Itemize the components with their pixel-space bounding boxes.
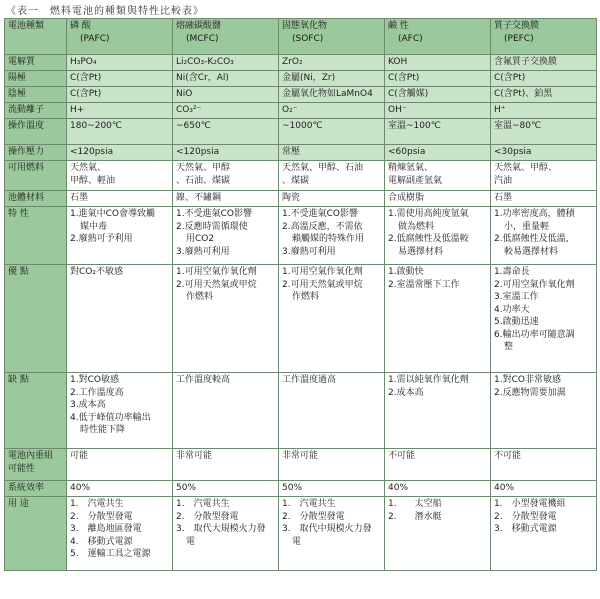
table-cell xyxy=(279,265,385,373)
table-cell xyxy=(491,373,597,449)
table-cell xyxy=(385,87,491,103)
cell-text: NiO xyxy=(176,89,193,99)
table-row xyxy=(5,207,597,265)
cell-text: 電 xyxy=(186,536,196,547)
column-abbr: (SOFC) xyxy=(292,33,324,44)
column-header xyxy=(491,19,597,55)
row-label xyxy=(5,87,67,103)
cell-text: 2.可用空氣作氧化劑 xyxy=(494,279,575,290)
cell-text: ZrO₂ xyxy=(282,57,303,67)
cell-text: 1.壽命長 xyxy=(494,267,530,277)
cell-text: 2.低腐蝕性及低溫較 xyxy=(388,234,469,244)
row-label-line: 缺 點 xyxy=(8,375,29,385)
cell-text: KOH xyxy=(388,57,408,67)
cell-text: 3. 取代大規模火力發 xyxy=(176,524,266,534)
column-abbr: (AFC) xyxy=(398,33,423,44)
cell-text: 精煉氫氣、 xyxy=(388,163,434,173)
cell-text: 鎳、不鏽鋼 xyxy=(176,193,222,203)
table-cell xyxy=(67,207,173,265)
cell-text: C(含Pt) xyxy=(494,73,526,83)
table-caption: 《表一 燃料電池的種類與特性比較表》 xyxy=(6,6,204,17)
table-cell xyxy=(279,373,385,449)
table-cell xyxy=(279,145,385,161)
cell-text: 3.成本高 xyxy=(70,400,106,410)
table-cell xyxy=(279,481,385,497)
cell-text: 不可能 xyxy=(388,451,416,461)
cell-text: 整 xyxy=(504,342,514,352)
table-cell xyxy=(67,161,173,191)
cell-text: C(含Pt) xyxy=(388,73,420,83)
table-cell xyxy=(173,481,279,497)
table-cell xyxy=(173,161,279,191)
cell-text: C(含觸媒) xyxy=(388,89,429,99)
cell-text: 作燃料 xyxy=(292,292,320,302)
cell-text: 2.可用天然氣或甲烷 xyxy=(176,279,257,290)
cell-text: 1.對CO敏感 xyxy=(70,375,119,385)
cell-text: 、石油、煤碳 xyxy=(176,175,231,186)
cell-text: 4.低于峰值功率輸出 xyxy=(70,412,151,423)
cell-text: 1.不受進氣CO影響 xyxy=(282,209,358,219)
cell-text: 1.可用空氣作氧化劑 xyxy=(176,267,257,277)
cell-text: 小，重量輕 xyxy=(504,221,550,232)
cell-text: 天然氣、甲醇、 xyxy=(494,163,558,173)
table-cell xyxy=(385,161,491,191)
table-cell xyxy=(67,87,173,103)
cell-text: 工作溫度過高 xyxy=(282,375,337,385)
cell-text: 2.低腐蝕性及低溫， xyxy=(494,234,575,244)
cell-text: 電 xyxy=(292,536,302,547)
column-name: 熔融碳酸鹽 xyxy=(176,21,222,31)
table-cell xyxy=(385,55,491,71)
cell-text: 3. 移動式電源 xyxy=(494,524,557,534)
table-cell xyxy=(173,103,279,119)
column-name: 磷 酸 xyxy=(70,21,91,31)
table-cell xyxy=(67,481,173,497)
table-cell xyxy=(173,449,279,481)
table-cell xyxy=(279,71,385,87)
cell-text: Ni(含Cr，Al) xyxy=(176,73,229,83)
table-cell xyxy=(491,497,597,571)
header-row xyxy=(5,19,597,55)
cell-text: 2.成本高 xyxy=(388,387,424,398)
table-cell xyxy=(385,119,491,145)
cell-text: 常壓 xyxy=(282,147,301,157)
cell-text: 4. 移動式電源 xyxy=(70,536,133,547)
fuel-cell-comparison-table xyxy=(4,18,597,571)
cell-text: <30psia xyxy=(494,147,532,157)
table-cell xyxy=(173,265,279,373)
table-row xyxy=(5,87,597,103)
table-cell xyxy=(385,71,491,87)
cell-text: 對CO₂不敏感 xyxy=(70,267,123,277)
column-name: 鹼 性 xyxy=(388,21,409,31)
cell-text: 室溫~100℃ xyxy=(388,121,441,131)
table-cell xyxy=(279,161,385,191)
table-row xyxy=(5,55,597,71)
row-label xyxy=(5,191,67,207)
table-cell xyxy=(491,161,597,191)
cell-text: 1. 汽電共生 xyxy=(70,499,124,509)
table-cell xyxy=(173,145,279,161)
table-cell xyxy=(173,119,279,145)
table-cell xyxy=(279,449,385,481)
cell-text: 1.不受進氣CO影響 xyxy=(176,209,252,219)
table-cell xyxy=(279,497,385,571)
cell-text: 天然氣、甲醇、石油 xyxy=(282,163,364,173)
cell-text: 2. 分散型發電 xyxy=(176,511,239,522)
row-label-line: 操作壓力 xyxy=(8,147,45,157)
cell-text: 1.功率密度高，體積 xyxy=(494,209,575,219)
row-label-line: 池體材料 xyxy=(8,193,45,203)
table-cell xyxy=(67,373,173,449)
table-cell xyxy=(491,71,597,87)
table-cell xyxy=(173,497,279,571)
row-label xyxy=(5,103,67,119)
cell-text: 2. 分散型發電 xyxy=(282,511,345,522)
table-cell xyxy=(491,481,597,497)
cell-text: ~650℃ xyxy=(176,121,211,131)
row-label xyxy=(5,145,67,161)
cell-text: 3. 取代中規模火力發 xyxy=(282,524,372,534)
row-label-line: 操作溫度 xyxy=(8,121,45,131)
cell-text: CO₃²⁻ xyxy=(176,105,202,115)
table-cell xyxy=(385,103,491,119)
table-cell xyxy=(67,497,173,571)
table-cell xyxy=(279,207,385,265)
table-cell xyxy=(385,497,491,571)
row-label-line: 電池內重組 xyxy=(8,451,54,461)
row-label xyxy=(5,161,67,191)
cell-text: 金屬氧化物如LaMnO4 xyxy=(282,89,373,99)
cell-text: 2.室溫常壓下工作 xyxy=(388,279,460,290)
cell-text: 1.可用空氣作氧化劑 xyxy=(282,267,363,277)
cell-text: 電解副產氫氣 xyxy=(388,175,443,186)
cell-text: 50% xyxy=(176,483,197,493)
cell-text: <60psia xyxy=(388,147,426,157)
cell-text: 40% xyxy=(494,483,515,493)
cell-text: OH⁻ xyxy=(388,105,407,115)
cell-text: 1.對CO非常敏感 xyxy=(494,375,561,385)
cell-text: 2.高溫反應，不需依 xyxy=(282,221,363,232)
cell-text: 2.工作溫度高 xyxy=(70,387,124,398)
table-cell xyxy=(173,55,279,71)
cell-text: 6.輸出功率可隨意調 xyxy=(494,329,575,340)
cell-text: 石墨 xyxy=(70,193,89,203)
column-header xyxy=(279,19,385,55)
table-row xyxy=(5,145,597,161)
table-cell xyxy=(491,265,597,373)
cell-text: 石墨 xyxy=(494,193,513,203)
cell-text: <120psia xyxy=(176,147,220,157)
table-cell xyxy=(279,191,385,207)
cell-text: 陶瓷 xyxy=(282,193,301,203)
table-cell xyxy=(67,119,173,145)
cell-text: 非常可能 xyxy=(282,451,319,461)
table-cell xyxy=(67,191,173,207)
table-row xyxy=(5,119,597,145)
row-label xyxy=(5,207,67,265)
cell-text: ~1000℃ xyxy=(282,121,323,131)
row-label-line: 可能性 xyxy=(8,463,36,474)
cell-text: 5.啟動迅速 xyxy=(494,317,539,327)
cell-text: C(含Pt)、鉑黑 xyxy=(494,89,553,99)
cell-text: 50% xyxy=(282,483,303,493)
table-cell xyxy=(491,207,597,265)
cell-text: H+ xyxy=(70,105,85,115)
cell-text: 2.反應物需要加濕 xyxy=(494,387,566,398)
cell-text: 1.進氣中CO會導致觸 xyxy=(70,209,155,219)
cell-text: 1. 太空船 xyxy=(388,499,442,509)
cell-text: 不可能 xyxy=(494,451,522,461)
table-cell xyxy=(67,71,173,87)
cell-text: 作燃料 xyxy=(186,292,214,302)
cell-text: 40% xyxy=(388,483,409,493)
table-cell xyxy=(385,449,491,481)
row-label-line: 用 途 xyxy=(8,499,29,509)
cell-text: 1. 汽電共生 xyxy=(282,499,336,509)
column-header xyxy=(67,19,173,55)
table-cell xyxy=(491,103,597,119)
row-label xyxy=(5,119,67,145)
cell-text: 易選擇材料 xyxy=(398,246,444,257)
cell-text: 3.廢熱可利用 xyxy=(282,246,336,257)
cell-text: 180~200℃ xyxy=(70,121,123,131)
cell-text: 用CO2 xyxy=(186,234,215,244)
row-label xyxy=(5,373,67,449)
column-header xyxy=(385,19,491,55)
cell-text: 3.廢熱可利用 xyxy=(176,246,230,257)
cell-text: 賴觸媒的特殊作用 xyxy=(292,234,365,244)
table-cell xyxy=(67,55,173,71)
cell-text: 非常可能 xyxy=(176,451,213,461)
row-label xyxy=(5,497,67,571)
cell-text: 甲醇、輕油 xyxy=(70,175,116,186)
row-label-line: 可用燃料 xyxy=(8,163,45,173)
row-label xyxy=(5,265,67,373)
row-label-line: 流動離子 xyxy=(8,105,45,115)
cell-text: 、煤碳 xyxy=(282,175,310,186)
cell-text: 2. 潛水艇 xyxy=(388,511,442,522)
table-cell xyxy=(173,87,279,103)
table-cell xyxy=(385,207,491,265)
table-cell xyxy=(491,449,597,481)
table-row xyxy=(5,265,597,373)
table-cell xyxy=(491,55,597,71)
cell-text: 5. 運輸工具之電源 xyxy=(70,549,151,559)
cell-text: 含氟質子交換膜 xyxy=(494,57,558,67)
table-cell xyxy=(385,145,491,161)
table-cell xyxy=(173,71,279,87)
cell-text: 金屬(Ni，Zr) xyxy=(282,73,336,83)
cell-text: C(含Pt) xyxy=(70,89,102,99)
table-row xyxy=(5,449,597,481)
cell-text: 1. 汽電共生 xyxy=(176,499,230,509)
cell-text: 2. 分散型發電 xyxy=(70,511,133,522)
table-cell xyxy=(491,191,597,207)
cell-text: 2.廢熱可予利用 xyxy=(70,234,133,244)
cell-text: 室溫~80℃ xyxy=(494,121,542,131)
cell-text: H₃PO₄ xyxy=(70,57,97,67)
cell-text: 3. 離島地區發電 xyxy=(70,524,142,534)
table-row xyxy=(5,497,597,571)
row-label-line: 優 點 xyxy=(8,267,29,277)
cell-text: 1.需使用高純度氫氣 xyxy=(388,209,469,219)
table-cell xyxy=(385,265,491,373)
cell-text: 合成樹脂 xyxy=(388,193,425,203)
cell-text: 較易選擇材料 xyxy=(504,246,559,257)
table-cell xyxy=(67,449,173,481)
column-name: 質子交換膜 xyxy=(494,21,540,31)
row-label-line: 陰極 xyxy=(8,89,27,99)
cell-text: 媒中毒 xyxy=(80,221,108,232)
table-row xyxy=(5,481,597,497)
row-label xyxy=(5,449,67,481)
cell-text: 時性能下降 xyxy=(80,425,126,435)
table-row xyxy=(5,103,597,119)
column-header xyxy=(173,19,279,55)
cell-text: 1.需以純氧作氧化劑 xyxy=(388,375,469,385)
column-abbr: (MCFC) xyxy=(186,33,219,44)
table-cell xyxy=(491,87,597,103)
row-label-line: 陽極 xyxy=(8,73,27,83)
table-cell xyxy=(67,145,173,161)
table-cell xyxy=(385,481,491,497)
row-label-line: 電解質 xyxy=(8,57,36,67)
column-name: 固態氧化物 xyxy=(282,21,328,31)
table-cell xyxy=(173,191,279,207)
column-abbr: (PEFC) xyxy=(504,33,534,44)
cell-text: 可能 xyxy=(70,451,89,461)
table-row xyxy=(5,373,597,449)
cell-text: 天然氣、 xyxy=(70,163,107,173)
cell-text: 工作溫度較高 xyxy=(176,375,231,385)
table-cell xyxy=(67,103,173,119)
table-row xyxy=(5,161,597,191)
table-cell xyxy=(279,55,385,71)
cell-text: 4.功率大 xyxy=(494,304,530,315)
cell-text: 做為燃料 xyxy=(398,221,435,232)
table-cell xyxy=(385,191,491,207)
cell-text: C(含Pt) xyxy=(70,73,102,83)
table-cell xyxy=(173,373,279,449)
cell-text: 汽油 xyxy=(494,175,513,186)
row-label xyxy=(5,55,67,71)
row-label-line: 特 性 xyxy=(8,209,29,219)
cell-text: O₂⁻ xyxy=(282,105,298,115)
table-cell xyxy=(491,119,597,145)
cell-text: <120psia xyxy=(70,147,114,157)
cell-text: 1. 小型發電機組 xyxy=(494,499,566,509)
table-cell xyxy=(491,145,597,161)
table-cell xyxy=(279,103,385,119)
cell-text: 40% xyxy=(70,483,91,493)
table-row xyxy=(5,71,597,87)
cell-text: 3.室溫工作 xyxy=(494,292,539,302)
row-label-line: 系統效率 xyxy=(8,483,45,493)
table-cell xyxy=(173,207,279,265)
cell-text: 2. 分散型發電 xyxy=(494,511,557,522)
cell-text: 2.可用天然氣或甲烷 xyxy=(282,279,363,290)
table-cell xyxy=(385,373,491,449)
row-label xyxy=(5,71,67,87)
cell-text: H⁺ xyxy=(494,105,506,115)
cell-text: 1.啟動快 xyxy=(388,267,424,277)
table-row xyxy=(5,191,597,207)
cell-text: 2.反應時需循環使 xyxy=(176,221,248,232)
cell-text: Li₂CO₃-K₂CO₃ xyxy=(176,57,234,67)
column-abbr: (PAFC) xyxy=(80,33,110,44)
table-cell xyxy=(67,265,173,373)
table-cell xyxy=(279,119,385,145)
header-row-label: 電池種類 xyxy=(5,19,67,55)
row-label xyxy=(5,481,67,497)
table-body xyxy=(5,55,597,571)
table-cell xyxy=(279,87,385,103)
cell-text: 天然氣、甲醇 xyxy=(176,163,231,173)
